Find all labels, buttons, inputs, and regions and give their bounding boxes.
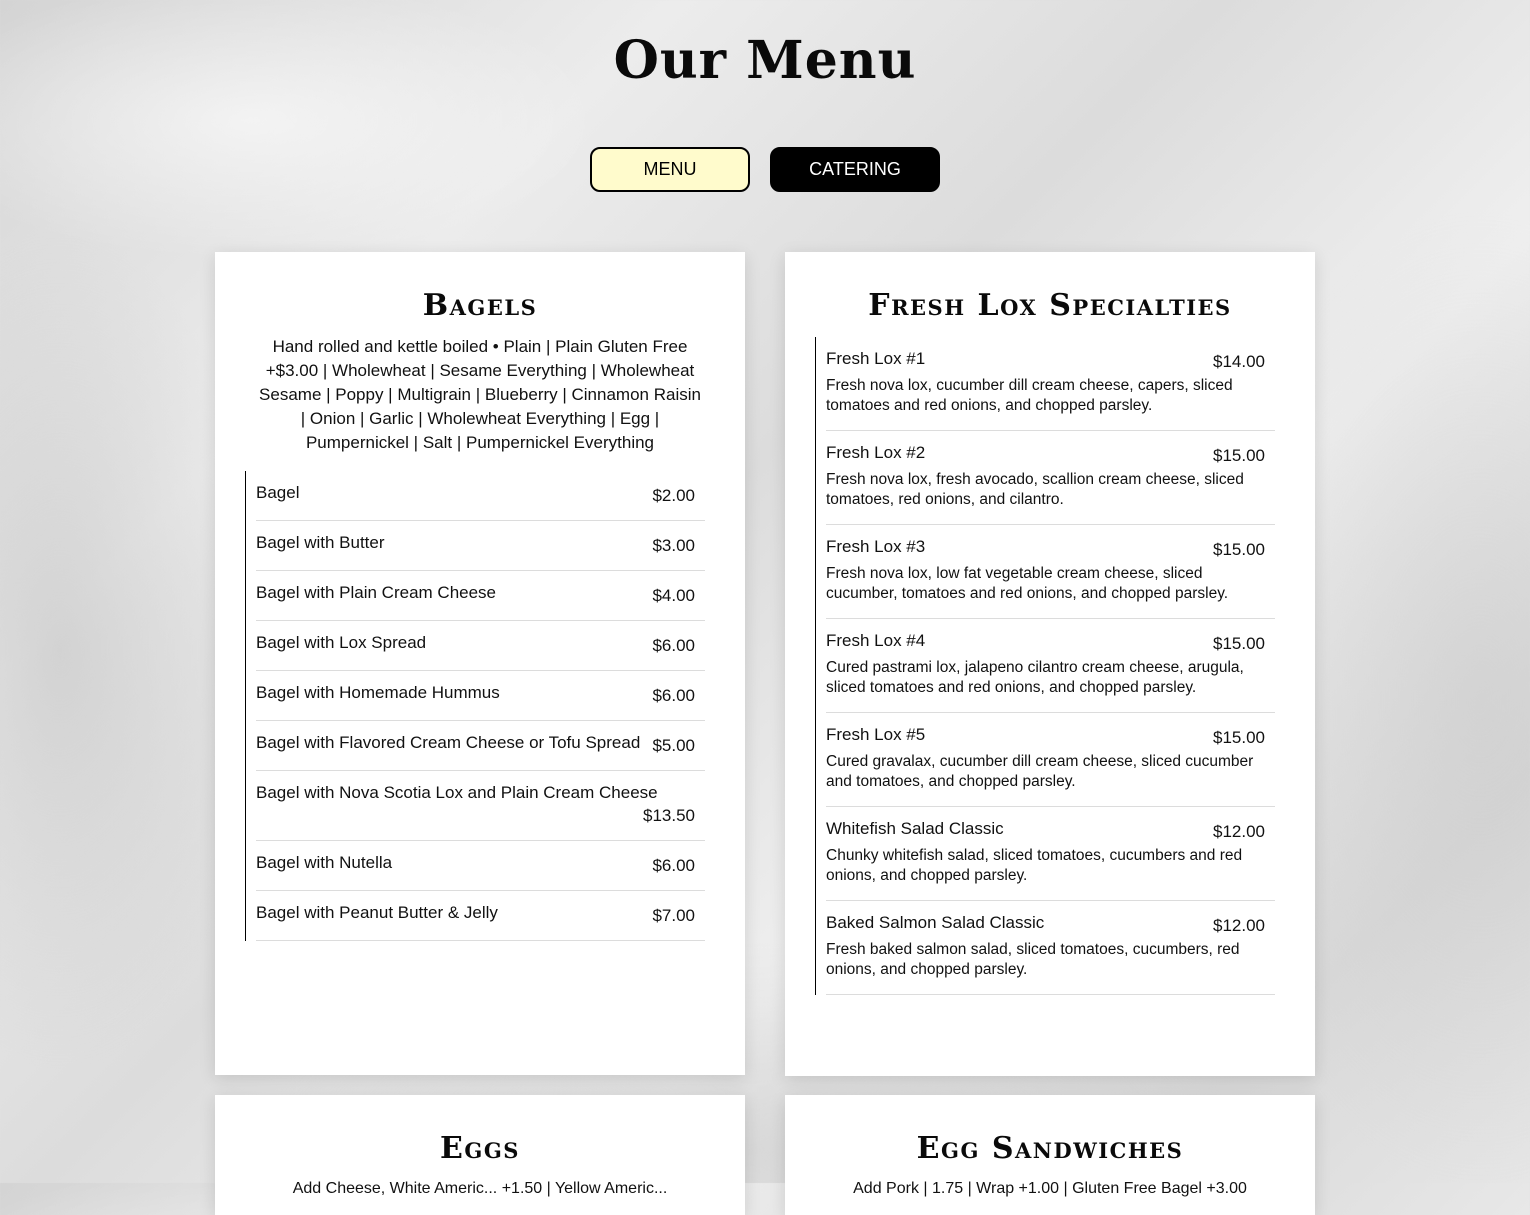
lox-menu-item — [826, 337, 1275, 431]
eggs-description: Add Cheese, White Americ... +1.50 | Yellow Americ... — [292, 1180, 668, 1197]
page-title: Our Menu — [613, 30, 917, 91]
item-name: Bagel with Peanut Butter & Jelly — [256, 903, 498, 922]
bagels-title: Bagels — [422, 288, 538, 323]
lox-item-header — [826, 819, 1265, 842]
item-name: Bagel with Nova Scotia Lox and Plain Cream Cheese — [256, 783, 658, 802]
item-price: $6.00 — [652, 636, 695, 655]
bagel-menu-item — [256, 621, 705, 671]
item-price: $12.00 — [1213, 822, 1265, 841]
bagel-menu-item — [256, 841, 705, 891]
eggs-card — [215, 1095, 745, 1215]
bagel-menu-item — [256, 521, 705, 571]
item-description: Fresh nova lox, fresh avocado, scallion cream cheese, sliced tomatoes, red onions, and cilantro. — [826, 471, 1244, 508]
item-price: $4.00 — [652, 586, 695, 605]
eggs-title: Eggs — [440, 1131, 520, 1166]
bagel-menu-item — [256, 721, 705, 771]
lox-menu-item — [826, 431, 1275, 525]
item-name: Bagel with Plain Cream Cheese — [256, 583, 497, 602]
item-name: Bagel with Homemade Hummus — [256, 683, 500, 702]
item-price: $6.00 — [652, 686, 695, 705]
lox-menu-item — [826, 807, 1275, 901]
item-price: $3.00 — [652, 536, 695, 555]
item-name: Fresh Lox #3 — [826, 537, 926, 556]
item-description: Chunky whitefish salad, sliced tomatoes, cucumbers and red onions, and chopped parsley. — [826, 847, 1243, 884]
menu-tabs — [590, 147, 940, 192]
lox-item-header — [826, 537, 1265, 560]
bagels-card — [215, 252, 745, 1075]
bagels-description: Hand rolled and kettle boiled • Plain | Plain Gluten Free +$3.00 | Wholewheat | Sesame Everything | Wholewheat Sesame | Poppy | Multigrain | Blueberry | Cinnamon Raisin | Onion | Garlic | Wholewheat Everything | Egg | Pumpernickel | Salt | Pumpernickel Everything — [259, 337, 701, 452]
item-name: Fresh Lox #4 — [826, 631, 926, 650]
item-price: $14.00 — [1213, 352, 1265, 371]
item-price: $6.00 — [652, 856, 695, 875]
item-price: $15.00 — [1213, 634, 1265, 653]
item-description: Fresh nova lox, cucumber dill cream cheese, capers, sliced tomatoes and red onions, and chopped parsley. — [826, 377, 1233, 414]
item-price: $15.00 — [1213, 728, 1265, 747]
lox-item-header — [826, 443, 1265, 466]
bagel-menu-item — [256, 471, 705, 521]
bagels-item-list — [245, 471, 705, 941]
item-price: $7.00 — [652, 906, 695, 925]
lox-menu-item — [826, 525, 1275, 619]
item-price: $13.50 — [643, 806, 695, 825]
item-name: Bagel with Flavored Cream Cheese or Tofu Spread — [256, 733, 641, 752]
lox-item-list — [815, 337, 1275, 995]
lox-menu-item — [826, 619, 1275, 713]
item-price: $12.00 — [1213, 916, 1265, 935]
item-description: Fresh nova lox, low fat vegetable cream cheese, sliced cucumber, tomatoes and red onions, and chopped parsley. — [826, 565, 1229, 602]
item-name: Fresh Lox #2 — [826, 443, 926, 462]
bagel-menu-item — [256, 671, 705, 721]
egg-sandwiches-card — [785, 1095, 1315, 1215]
lox-item-header — [826, 725, 1265, 748]
item-price: $15.00 — [1213, 540, 1265, 559]
lox-item-header — [826, 349, 1265, 372]
lox-item-header — [826, 631, 1265, 654]
bagel-menu-item — [256, 571, 705, 621]
item-name: Fresh Lox #5 — [826, 725, 926, 744]
tab-catering[interactable]: CATERING — [770, 147, 940, 192]
item-price: $5.00 — [652, 736, 695, 755]
egg-sandwiches-description: Add Pork | 1.75 | Wrap +1.00 | Gluten Free Bagel +3.00 — [853, 1180, 1247, 1197]
item-name: Bagel with Nutella — [256, 853, 393, 872]
item-price: $15.00 — [1213, 446, 1265, 465]
item-name: Bagel with Lox Spread — [256, 633, 427, 652]
egg-sandwiches-title: Egg Sandwiches — [916, 1131, 1184, 1166]
item-description: Fresh baked salmon salad, sliced tomatoes, cucumbers, red onions, and chopped parsley. — [826, 941, 1240, 978]
lox-title: Fresh Lox Specialties — [868, 288, 1232, 323]
item-name: Fresh Lox #1 — [826, 349, 926, 368]
item-name: Bagel — [256, 483, 300, 502]
item-description: Cured gravalax, cucumber dill cream cheese, sliced cucumber and tomatoes, and chopped parsley. — [826, 753, 1254, 790]
item-price: $2.00 — [652, 486, 695, 505]
lox-item-header — [826, 913, 1265, 936]
tab-menu[interactable]: MENU — [590, 147, 750, 192]
item-name: Bagel with Butter — [256, 533, 385, 552]
lox-menu-item — [826, 713, 1275, 807]
item-description: Cured pastrami lox, jalapeno cilantro cream cheese, arugula, sliced tomatoes and red onions, and chopped parsley. — [826, 659, 1244, 696]
bagel-menu-item — [256, 771, 705, 841]
item-name: Whitefish Salad Classic — [826, 819, 1004, 838]
lox-card — [785, 252, 1315, 1076]
item-name: Baked Salmon Salad Classic — [826, 913, 1045, 932]
bagel-menu-item — [256, 891, 705, 941]
lox-menu-item — [826, 901, 1275, 995]
